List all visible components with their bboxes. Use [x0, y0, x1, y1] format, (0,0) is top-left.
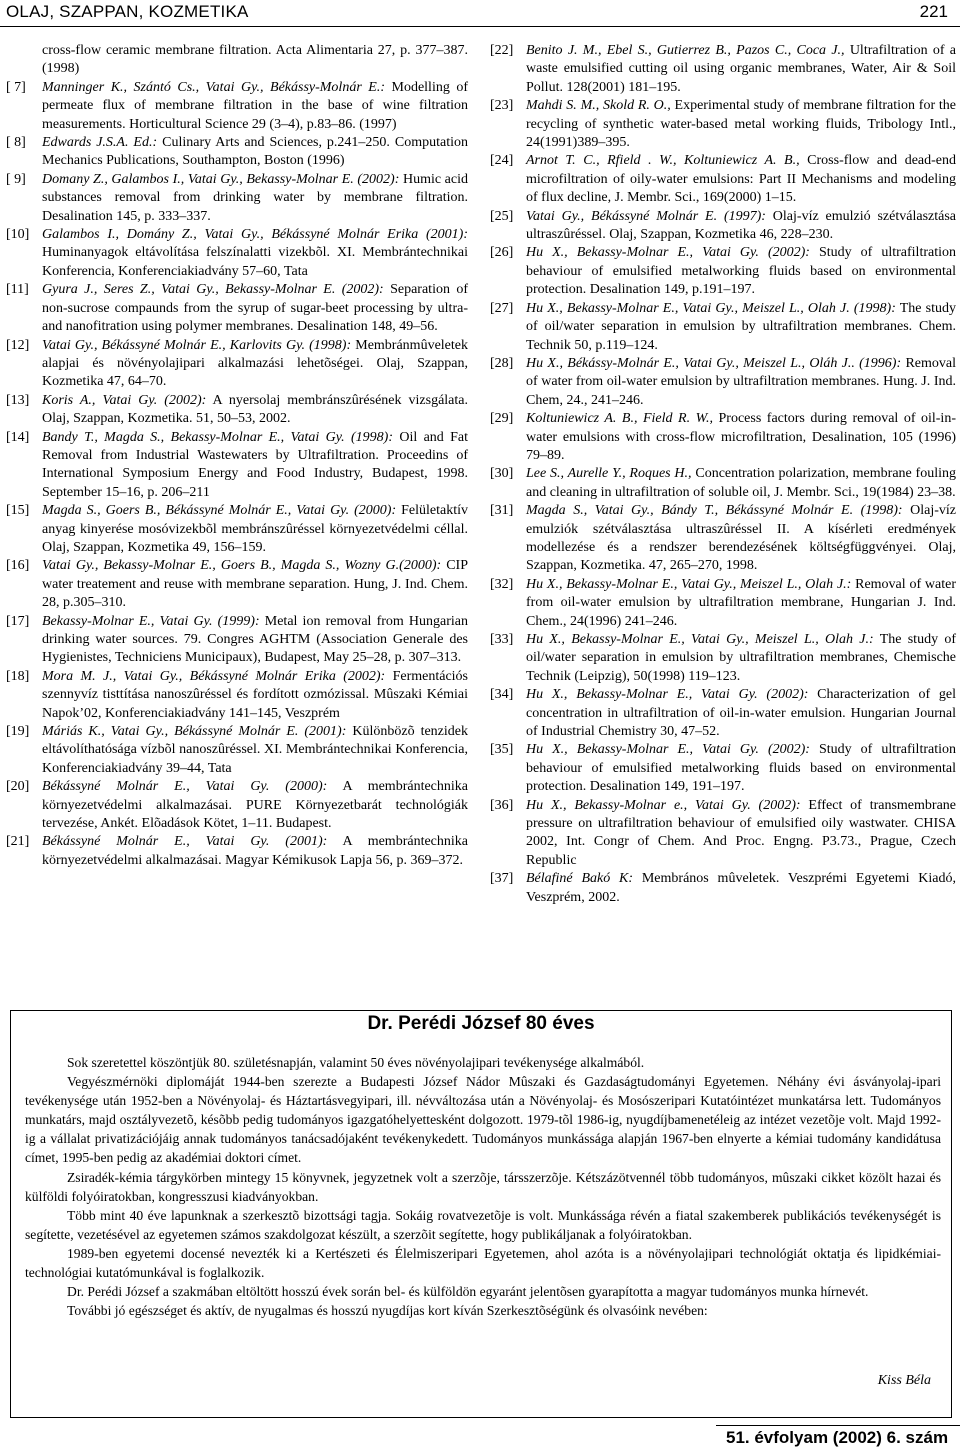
box-paragraph: Több mint 40 éve lapunknak a szerkesztõ bizottsági tagja. Sokáig rovatvezetõje is volt. Munkássága révén a fiatal szakemberek publikációs tevékenységét is segítette, vezetésével az egyetemen számos szakdolgozat készült, a szerzõit segítette, hogy publikáljanak a folyóiratokban.	[25, 1207, 941, 1242]
reference-citation: Modelling of permeate flux of membrane filtration in the base of wine filtration measurements. Horticultural Science 29 (3–4), p.83–86. (1997)	[42, 79, 468, 132]
reference-item	[490, 686, 956, 741]
reference-number: [22]	[490, 43, 514, 58]
reference-text	[42, 668, 468, 723]
reference-citation: Metal ion removal from Hungarian drinking water sources. 79. Congres AGHTM (Association Generale des Hygienistes, Techniciens Municipaux), Budapest, May 25–28, p. 307–313.	[42, 613, 469, 666]
journal-title: OLAJ, SZAPPAN, KOZMETIKA	[6, 2, 249, 21]
reference-item	[6, 723, 468, 778]
right-reference-list	[490, 42, 956, 907]
reference-authors: Magda S., Vatai Gy., Bándy T., Békássyné Molnár E. (1998):	[526, 503, 903, 519]
reference-authors: Mora M. J., Vatai Gy., Békássyné Molnár Erika (2002):	[42, 668, 386, 684]
reference-item	[6, 429, 468, 503]
reference-citation: Fermentációs szennyvíz tisttítása nanoszûréssel és fordított ozmózissal. Mûszaki Kémiai Napok’02, Konferenciakiadvány 141–145, Veszprém	[42, 668, 468, 721]
reference-citation: Ultrafiltration of a waste emulsified cutting oil using organic membranes, Water, Air & Soil Pollut. 128(2001) 181–195.	[526, 43, 956, 95]
reference-number: [ 9]	[6, 171, 26, 187]
reference-text	[526, 741, 956, 796]
reference-text	[526, 631, 956, 686]
reference-authors: Arnot T. C., Rfield . W., Koltuniewicz A. B.,	[526, 153, 800, 169]
reference-authors: Hu X., Bekassy-Molnar E., Vatai Gy., Meiszel L., Olah J.:	[526, 576, 852, 592]
reference-item	[490, 300, 956, 355]
box-paragraph: Dr. Perédi József a szakmában eltöltött hosszú évek során bel- és külföldön egyaránt jelentõsen gyarapította a magyar tudományos munka hírnevét.	[67, 1284, 869, 1300]
reference-number: [24]	[490, 153, 514, 169]
reference-item	[6, 502, 468, 557]
reference-citation: Huminanyagok eltávolítása felszínalatti vizekbõl. XI. Membrántechnikai Konferencia, Konferenciakiadvány 57–60, Tata	[42, 245, 468, 279]
reference-text	[42, 281, 468, 336]
reference-citation: Concentration polarization, membrane fouling and cleaning in ultrafiltration of soluble oil, J. Membr. Sci., 19(1984) 23–38.	[526, 466, 956, 500]
reference-number: [14]	[6, 429, 30, 445]
reference-authors: Koltuniewicz A. B., Field R. W.,	[526, 411, 713, 427]
reference-number: [27]	[490, 300, 514, 316]
reference-text	[42, 557, 468, 612]
reference-text	[526, 502, 956, 576]
reference-text	[42, 833, 468, 870]
box-title: Dr. Perédi József 80 éves	[367, 1013, 595, 1034]
reference-text	[526, 465, 956, 502]
reference-authors: Edwards J.S.A. Ed.:	[42, 135, 158, 151]
reference-authors: Lee S., Aurelle Y., Roques H.,	[526, 466, 692, 482]
reference-authors: Vatai Gy., Békássyné Molnár E., Karlovits Gy. (1998):	[42, 337, 352, 353]
reference-number: [36]	[490, 797, 514, 813]
reference-number: [12]	[6, 337, 30, 353]
reference-citation: The study of oil/water separation in emulsion by ultrafiltration membranes. Chem. Technik 50, p.119–124.	[526, 300, 956, 353]
reference-text	[526, 576, 956, 631]
reference-authors: Bandy T., Magda S., Bekassy-Molnar E., Vatai Gy. (1998):	[42, 429, 393, 445]
reference-text	[526, 300, 956, 355]
reference-authors: Hu X., Bekassy-Molnar E., Vatai Gy. (2002):	[526, 687, 809, 703]
reference-citation: A nyersolaj membránszûrésének vizsgálata. Olaj, Szappan, Kozmetika. 51, 50–53, 2002.	[42, 392, 468, 427]
reference-citation: Felületaktív anyag kinyerése mosóvizekbõl membránszûréssel környezetvédelmi céllal. Olaj, Szappan, Kozmetika 49, 156–159.	[42, 503, 468, 555]
reference-number: [37]	[490, 871, 514, 887]
reference-citation: Különbözõ tenzidek eltávolíthatósága vízbõl nanoszûréssel. XI. Membrántechnikai Konferencia, Konferenciakiadvány 39–44, Tata	[42, 724, 468, 776]
reference-text	[42, 392, 468, 429]
reference-authors: Hu X., Bekassy-Molnar E., Vatai Gy. (2002):	[526, 245, 810, 261]
box-paragraph: Vegyészmérnöki diplomáját 1944-ben szerezte a Budapesti József Nádor Mûszaki és Gazdaságtudományi Egyetemen. Néhány évi ásványolaj-ipari tevékenysége után 1952-ben a Növényolaj- és Háztartásvegyipari, ill. névváltozása után a Növényolaj- és Mosószeripari Kutatóintézet munkatársa lett. Tudományos munkatárs, majd osztályvezetõ, késõbb pedig tudományos igazgatóhelyettesként dolgozott. 1979-tõl 1986-ig, nyugdíjbamenetéleig az intézet vezetõje volt. Majd 1992-ig a vállalat privatizációjáig annak tudományos tanácsadójaként tevékenykedett. Tudományos munkássága alapján 1967-ben elnyerte a kémiai tudomány kandidátusa címet, 1995-ben pedig az akadémiai doktori címet.	[25, 1074, 941, 1166]
reference-text	[42, 337, 468, 392]
reference-number: [10]	[6, 227, 30, 243]
reference-authors: Hu X., Bekassy-Molnar e., Vatai Gy. (2002):	[526, 797, 801, 813]
reference-item	[6, 226, 468, 281]
reference-number: [19]	[6, 724, 30, 740]
reference-citation: The study of oil/water separation in emulsion by ultrafiltration membranes, Chemische Technik (Leipzig), 50(1998) 119–123.	[526, 632, 956, 684]
reference-citation: Study of ultrafiltration behaviour of emulsified metalworking fluids based on environmental protection. Desalination 149, 191–197.	[526, 742, 956, 795]
reference-item	[6, 778, 468, 833]
left-reference-column	[6, 42, 468, 870]
reference-item	[490, 410, 956, 465]
reference-item	[6, 668, 468, 723]
box-paragraph: További jó egészséget és aktív, de nyugalmas és hosszú nyugdíjas kort kíván Szerkesztõségünk és olvasóink nevében:	[67, 1303, 708, 1319]
reference-text	[42, 79, 468, 134]
reference-authors: Vatai Gy., Bekassy-Molnar E., Goers B., Magda S., Wozny G.(2000):	[42, 558, 442, 574]
anniversary-box	[10, 1010, 952, 1418]
reference-number: [32]	[490, 576, 514, 592]
reference-citation: Culinary Arts and Sciences, p.241–250. Computation Mechanics Publications, Southampton, Boston (1996)	[42, 135, 468, 169]
reference-authors: Magda S., Goers B., Békássyné Molnár E., Vatai Gy. (2000):	[42, 503, 397, 519]
reference-authors: Máriás K., Vatai Gy., Békássyné Molnár E. (2001):	[42, 724, 347, 740]
reference-item	[490, 576, 956, 631]
reference-text	[526, 152, 956, 207]
issue-info: 51. évfolyam (2002) 6. szám	[726, 1428, 949, 1447]
reference-authors: Gyura J., Seres Z., Vatai Gy., Bekassy-Molnar E. (2002):	[42, 282, 384, 298]
reference-item	[490, 42, 956, 97]
reference-citation: Process factors during removal of oil-in-water emulsions with cross-flow microfiltration, Desalination, 105 (1996) 79–89.	[526, 411, 956, 463]
reference-number: [17]	[6, 613, 30, 629]
reference-citation: Olaj-víz emulziók szétválasztása ultraszûréssel II. A kísérleti eredmények modellezése és a rendszer berendezésének költségfüggvényei. Olaj, Szappan, Kozmetika. 47, 265–270, 1998.	[526, 503, 956, 574]
reference-item	[6, 557, 468, 612]
reference-authors: Hu X., Bekassy-Molnar E., Vatai Gy., Meiszel L., Olah J. (1998):	[526, 300, 896, 316]
reference-number: [30]	[490, 466, 514, 482]
reference-number: [31]	[490, 503, 514, 519]
reference-item	[490, 208, 956, 245]
reference-number: [33]	[490, 632, 514, 647]
reference-text	[42, 723, 468, 778]
reference-authors: Benito J. M., Ebel S., Gutierrez B., Pazos C., Coca J.,	[526, 43, 845, 58]
reference-text	[42, 613, 468, 668]
reference-number: [ 7]	[6, 79, 26, 95]
reference-citation: Membránmûveletek alapjai és növényolajipari alkalmazási lehetõségei. Olaj, Szappan, Kozmetika 47, 64–70.	[42, 337, 468, 390]
reference-citation: Cross-flow and dead-end microfiltration of oily-water emulsions: Part II Mechanisms and modeling of flux decline, J. Membr. Sci., 169(2000) 1–15.	[526, 153, 956, 206]
reference-authors: Bekassy-Molnar E., Vatai Gy. (1999):	[42, 613, 260, 629]
box-paragraph: Sok szeretettel köszöntjük 80. születésnapján, valamint 50 éves növényolajipari tevékenysége alkalmából.	[67, 1055, 645, 1070]
reference-number: [28]	[490, 355, 514, 371]
reference-number: [23]	[490, 98, 514, 114]
reference-item	[6, 171, 468, 226]
box-signature: Kiss Béla	[877, 1373, 931, 1388]
reference-number: [26]	[490, 245, 514, 261]
reference-citation: Study of ultrafiltration behaviour of emulsified metalworking fluids based on environmental protection. Desalination 149, p.191–197.	[526, 245, 956, 298]
reference-item	[490, 465, 956, 502]
reference-citation: Removal of water from oil-water emulsion by ultrafiltration membrane, Hungarian J. Ind. Chem., 24(1996) 241–246.	[526, 576, 956, 629]
reference-text	[526, 208, 956, 245]
reference-text	[42, 502, 468, 557]
reference-item	[6, 79, 468, 134]
reference-authors: Békássyné Molnár E., Vatai Gy. (2000):	[42, 779, 328, 795]
reference-citation: Removal of water from oil-water emulsion by ultrafiltration membranes. Hung. J. Ind. Chem, 24., 241–246.	[526, 355, 956, 408]
box-paragraph: Zsiradék-kémia tárgykörben mintegy 15 könyvnek, jegyzetnek volt a szerzõje, társszerzõje. Kétszázötvennél több tudományos, mûszaki cikket közölt hazai és külföldi folyóiratokban, kongresszusi kiadványokban.	[25, 1169, 941, 1204]
box-body	[25, 1053, 941, 1320]
reference-item	[490, 355, 956, 410]
reference-number: [35]	[490, 742, 514, 758]
reference-authors: Galambos I., Domány Z., Vatai Gy., Békássyné Molnár Erika (2001):	[42, 227, 468, 243]
right-reference-column	[490, 42, 956, 907]
reference-item	[490, 152, 956, 207]
reference-text	[42, 171, 468, 226]
reference-text	[42, 778, 468, 833]
reference-item	[490, 631, 956, 686]
reference-text	[42, 429, 468, 503]
box-paragraph: 1989-ben egyetemi docensé nevezték ki a Kertészeti és Élelmiszeripari Egyetemen, ahol azóta is a növényolajipari technológiát oktatja és lipidkémiai-technológiai kutatómunkával is foglalkozik.	[25, 1245, 941, 1281]
reference-number: [25]	[490, 208, 514, 224]
reference-authors: Hu X., Bekassy-Molnar E., Vatai Gy. (2002):	[526, 742, 810, 758]
reference-item	[490, 97, 956, 152]
reference-number: [20]	[6, 779, 30, 795]
reference-citation: Effect of transmembrane pressure on ultrafiltration behaviour of emulsified oily wastwater. CHISA 2002, Int. Congr of Chem. And Proc. Engng. P3.73., Prague, Czech Republic	[526, 797, 956, 868]
reference-number: [11]	[6, 282, 29, 298]
page-number: 221	[919, 2, 948, 21]
reference-item	[6, 337, 468, 392]
reference-text	[526, 797, 956, 871]
reference-citation: A membrántechnika környezetvédelmi alkalmazásai. Magyar Kémikusok Lapja 56, p. 369–372.	[42, 834, 468, 868]
reference-authors: Hu X., Békássy-Molnár E., Vatai Gy., Meiszel L., Oláh J.. (1996):	[526, 355, 902, 371]
reference-item	[6, 281, 468, 336]
left-reference-list	[6, 79, 468, 870]
reference-citation: A membrántechnika környezetvédelmi alkalmazásai. PURE Környezetbarát technológiák tervezése, Ankét. Elõadások Kötet, 1–11. Budapest.	[42, 779, 468, 832]
reference-authors: Koris A., Vatai Gy. (2002):	[42, 392, 207, 408]
reference-number: [13]	[6, 392, 30, 408]
reference-authors: Bélafiné Bakó K:	[526, 871, 634, 887]
reference-text	[526, 410, 956, 465]
page-header	[0, 0, 960, 27]
reference-number: [16]	[6, 558, 30, 574]
reference-number: [15]	[6, 503, 30, 519]
reference-item	[490, 244, 956, 299]
reference-citation: Oil and Fat Removal from Industrial Wastewaters by Ultrafiltration. Proceedins of International Symposium Energy and Food Industry, Budapest, 1998. September 15–16, p. 206–211	[42, 429, 469, 500]
reference-citation: Experimental study of membrane filtration for the recycling of synthetic water-based metal working fluids, Tribology Intl., 24(1991)389–395.	[526, 98, 956, 151]
reference-citation: Olaj-víz emulzió szétválasztása ultraszûréssel. Olaj, Szappan, Kozmetika 46, 228–230.	[526, 208, 956, 243]
reference-text	[526, 244, 956, 299]
reference-authors: Domany Z., Galambos I., Vatai Gy., Bekassy-Molnar E. (2002):	[42, 171, 400, 187]
reference-number: [21]	[6, 834, 30, 850]
reference-authors: Hu X., Bekassy-Molnar E., Vatai Gy., Meiszel L., Olah J.:	[526, 632, 874, 647]
reference-authors: Vatai Gy., Békássyné Molnár E. (1997):	[526, 208, 766, 224]
reference-text	[526, 97, 956, 152]
reference-authors: Békássyné Molnár E., Vatai Gy. (2001):	[42, 834, 328, 850]
reference-number: [ 8]	[6, 135, 26, 151]
reference-item	[6, 833, 468, 870]
reference-citation: Humic acid substances removal from drinking water by membrane filtration. Desalination 145, p. 333–337.	[42, 171, 468, 224]
reference-text	[42, 226, 468, 281]
reference-text	[526, 42, 956, 97]
reference-citation: Membrános mûveletek. Veszprémi Egyetemi Kiadó, Veszprém, 2002.	[526, 871, 956, 905]
reference-continuation: cross-flow ceramic membrane filtration. Acta Alimentaria 27, p. 377–387. (1998)	[42, 43, 468, 77]
reference-text	[526, 870, 956, 907]
reference-text	[42, 134, 468, 171]
reference-authors: Mahdi S. M., Skold R. O.,	[526, 98, 671, 114]
reference-number: [18]	[6, 668, 30, 684]
reference-item	[6, 613, 468, 668]
reference-item	[490, 741, 956, 796]
reference-item	[490, 797, 956, 871]
reference-item	[6, 392, 468, 429]
reference-text	[526, 686, 956, 741]
reference-authors: Manninger K., Szántó Cs., Vatai Gy., Békássy-Molnár E.:	[42, 79, 385, 95]
reference-citation: Characterization of gel concentration in ultrafiltration of oil-in-water emulsion. Hungarian Journal of Industrial Chemistry 30, 47–52.	[526, 687, 956, 740]
reference-number: [29]	[490, 411, 514, 427]
page-footer	[716, 1425, 960, 1454]
reference-item	[6, 134, 468, 171]
reference-item	[490, 502, 956, 576]
reference-text	[526, 355, 956, 410]
reference-citation: CIP water treatement and reuse with membrane separation. Hung, J. Ind. Chem. 28, p.305–310.	[42, 558, 468, 611]
reference-item	[490, 870, 956, 907]
reference-number: [34]	[490, 687, 514, 703]
reference-citation: Separation of non-sucrose compaunds from the syrup of sugar-beet processing by ultra- and nanofitration using polymer membranes. Desalination 148, 49–56.	[42, 282, 469, 335]
